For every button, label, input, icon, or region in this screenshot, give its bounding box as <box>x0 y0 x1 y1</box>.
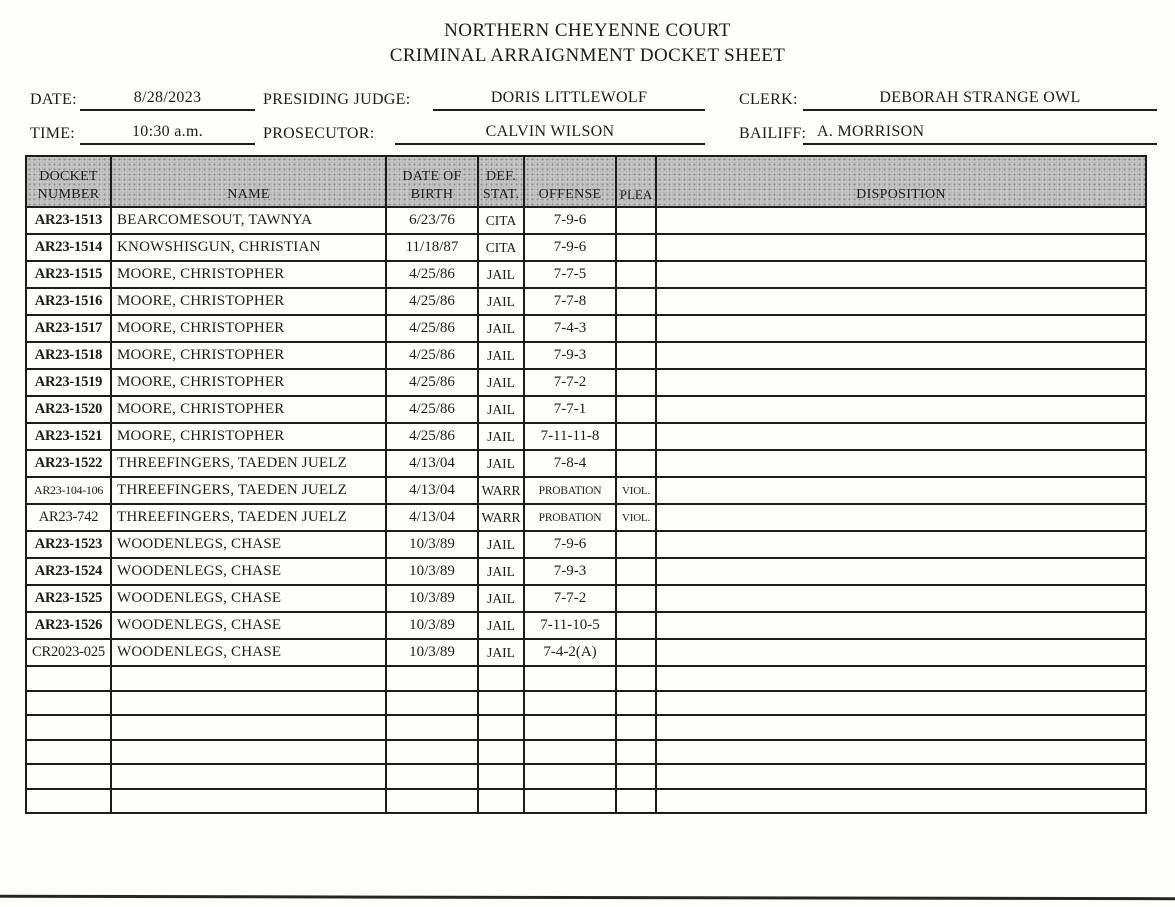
dob-cell: 4/25/86 <box>386 288 478 315</box>
disposition-cell <box>656 396 1146 423</box>
name-cell: THREEFINGERS, TAEDEN JUELZ <box>111 450 386 477</box>
col-header-docket-number: DOCKET NUMBER <box>26 156 111 207</box>
dob-cell <box>386 789 478 814</box>
docket-number-cell: AR23-1516 <box>26 288 111 315</box>
disposition-cell <box>656 477 1146 504</box>
plea-cell <box>616 315 656 342</box>
offense-cell: 7-7-8 <box>524 288 616 315</box>
def-stat-cell: JAIL <box>478 369 524 396</box>
plea-cell <box>616 234 656 261</box>
table-row <box>26 450 1146 477</box>
def-stat-cell: CITA <box>478 207 524 234</box>
plea-cell <box>616 531 656 558</box>
dob-cell <box>386 666 478 691</box>
dob-cell: 4/25/86 <box>386 369 478 396</box>
document-title: CRIMINAL ARRAIGNMENT DOCKET SHEET <box>389 45 786 66</box>
col-header-name: NAME <box>111 156 386 207</box>
disposition-cell <box>656 789 1146 814</box>
docket-number-cell: AR23-1525 <box>26 585 111 612</box>
def-stat-cell: JAIL <box>478 423 524 450</box>
offense-cell: 7-11-11-8 <box>524 423 616 450</box>
col-header-disposition: DISPOSITION <box>656 156 1146 207</box>
date-value: 8/28/2023 <box>80 89 255 111</box>
name-cell <box>111 740 386 765</box>
table-row <box>26 639 1146 666</box>
disposition-cell <box>656 531 1146 558</box>
dob-cell <box>386 691 478 716</box>
def-stat-cell <box>478 666 524 691</box>
offense-cell: 7-9-3 <box>524 342 616 369</box>
name-cell: WOODENLEGS, CHASE <box>111 612 386 639</box>
disposition-cell <box>656 450 1146 477</box>
def-stat-cell: JAIL <box>478 396 524 423</box>
dob-cell: 10/3/89 <box>386 585 478 612</box>
disposition-cell <box>656 715 1146 740</box>
offense-cell: 7-9-6 <box>524 531 616 558</box>
def-stat-cell: JAIL <box>478 585 524 612</box>
def-stat-cell: WARR <box>478 477 524 504</box>
dob-cell: 4/25/86 <box>386 423 478 450</box>
def-stat-cell <box>478 715 524 740</box>
def-stat-cell: JAIL <box>478 639 524 666</box>
name-cell: WOODENLEGS, CHASE <box>111 558 386 585</box>
offense-cell: 7-8-4 <box>524 450 616 477</box>
name-cell: KNOWSHISGUN, CHRISTIAN <box>111 234 386 261</box>
def-stat-cell: CITA <box>478 234 524 261</box>
docket-number-cell: AR23-742 <box>26 504 111 531</box>
bailiff-value: A. MORRISON <box>803 123 1157 145</box>
disposition-cell <box>656 342 1146 369</box>
name-cell: BEARCOMESOUT, TAWNYA <box>111 207 386 234</box>
offense-cell: 7-7-2 <box>524 585 616 612</box>
table-row <box>26 531 1146 558</box>
name-cell: THREEFINGERS, TAEDEN JUELZ <box>111 477 386 504</box>
docket-number-cell: AR23-104-106 <box>26 477 111 504</box>
plea-cell: VIOL. <box>616 504 656 531</box>
plea-cell <box>616 585 656 612</box>
table-row <box>26 261 1146 288</box>
table-row <box>26 423 1146 450</box>
name-cell: MOORE, CHRISTOPHER <box>111 315 386 342</box>
disposition-cell <box>656 639 1146 666</box>
disposition-cell <box>656 612 1146 639</box>
name-cell: MOORE, CHRISTOPHER <box>111 261 386 288</box>
table-row <box>26 234 1146 261</box>
offense-cell: 7-4-2(A) <box>524 639 616 666</box>
col-header-offense: OFFENSE <box>524 156 616 207</box>
plea-cell <box>616 342 656 369</box>
def-stat-cell: JAIL <box>478 612 524 639</box>
dob-cell <box>386 764 478 789</box>
def-stat-cell: JAIL <box>478 531 524 558</box>
offense-cell: 7-9-6 <box>524 207 616 234</box>
offense-cell: PROBATION <box>524 504 616 531</box>
plea-cell <box>616 396 656 423</box>
docket-number-cell <box>26 715 111 740</box>
offense-cell: 7-9-3 <box>524 558 616 585</box>
name-cell: WOODENLEGS, CHASE <box>111 639 386 666</box>
offense-cell <box>524 764 616 789</box>
docket-number-cell: AR23-1519 <box>26 369 111 396</box>
empty-table-row <box>26 691 1146 716</box>
docket-number-cell <box>26 691 111 716</box>
empty-table-row <box>26 740 1146 765</box>
def-stat-cell: JAIL <box>478 288 524 315</box>
header-row-2 <box>30 118 1157 145</box>
plea-cell <box>616 740 656 765</box>
plea-cell <box>616 666 656 691</box>
table-row <box>26 396 1146 423</box>
plea-cell <box>616 558 656 585</box>
dob-cell: 4/25/86 <box>386 261 478 288</box>
dob-cell: 4/13/04 <box>386 504 478 531</box>
offense-cell <box>524 789 616 814</box>
table-row <box>26 315 1146 342</box>
disposition-cell <box>656 207 1146 234</box>
dob-cell: 11/18/87 <box>386 234 478 261</box>
table-row <box>26 585 1146 612</box>
disposition-cell <box>656 423 1146 450</box>
time-label: TIME: <box>30 125 76 142</box>
name-cell: THREEFINGERS, TAEDEN JUELZ <box>111 504 386 531</box>
prosecutor-label: PROSECUTOR: <box>263 125 375 142</box>
plea-cell <box>616 423 656 450</box>
offense-cell: 7-11-10-5 <box>524 612 616 639</box>
name-cell <box>111 764 386 789</box>
name-cell: WOODENLEGS, CHASE <box>111 531 386 558</box>
docket-table <box>25 155 1147 814</box>
def-stat-cell <box>478 691 524 716</box>
bailiff-label: BAILIFF: <box>739 125 807 142</box>
docket-number-cell: AR23-1513 <box>26 207 111 234</box>
table-row <box>26 288 1146 315</box>
empty-table-row <box>26 789 1146 814</box>
empty-table-row <box>26 666 1146 691</box>
docket-number-cell: AR23-1518 <box>26 342 111 369</box>
docket-number-cell: AR23-1523 <box>26 531 111 558</box>
disposition-cell <box>656 558 1146 585</box>
name-cell: MOORE, CHRISTOPHER <box>111 288 386 315</box>
offense-cell: 7-7-1 <box>524 396 616 423</box>
docket-number-cell <box>26 789 111 814</box>
name-cell <box>111 789 386 814</box>
docket-number-cell <box>26 666 111 691</box>
plea-cell <box>616 612 656 639</box>
disposition-cell <box>656 315 1146 342</box>
dob-cell: 4/13/04 <box>386 477 478 504</box>
empty-table-row <box>26 715 1146 740</box>
plea-cell <box>616 764 656 789</box>
presiding-judge-label: PRESIDING JUDGE: <box>263 91 411 108</box>
docket-number-cell: CR2023-025 <box>26 639 111 666</box>
plea-cell <box>616 715 656 740</box>
offense-cell: 7-7-2 <box>524 369 616 396</box>
header-fields <box>30 84 1157 152</box>
offense-cell <box>524 740 616 765</box>
docket-table-header <box>26 156 1146 207</box>
disposition-cell <box>656 234 1146 261</box>
plea-cell <box>616 207 656 234</box>
def-stat-cell: JAIL <box>478 315 524 342</box>
col-header-plea: PLEA <box>616 156 656 207</box>
date-label: DATE: <box>30 91 77 108</box>
col-header-date-of-birth: DATE OF BIRTH <box>386 156 478 207</box>
def-stat-cell: JAIL <box>478 558 524 585</box>
docket-number-cell: AR23-1526 <box>26 612 111 639</box>
table-row <box>26 477 1146 504</box>
disposition-cell <box>656 261 1146 288</box>
disposition-cell <box>656 740 1146 765</box>
plea-cell <box>616 369 656 396</box>
name-cell: WOODENLEGS, CHASE <box>111 585 386 612</box>
dob-cell: 10/3/89 <box>386 639 478 666</box>
dob-cell: 4/25/86 <box>386 342 478 369</box>
docket-number-cell: AR23-1514 <box>26 234 111 261</box>
plea-cell <box>616 639 656 666</box>
name-cell <box>111 666 386 691</box>
col-header-def-stat: DEF. STAT. <box>478 156 524 207</box>
header-row-1 <box>30 84 1157 111</box>
dob-cell <box>386 715 478 740</box>
clerk-value: DEBORAH STRANGE OWL <box>803 89 1157 111</box>
disposition-cell <box>656 764 1146 789</box>
prosecutor-value: CALVIN WILSON <box>395 123 705 145</box>
docket-number-cell <box>26 764 111 789</box>
time-value: 10:30 a.m. <box>80 123 255 145</box>
name-cell: MOORE, CHRISTOPHER <box>111 369 386 396</box>
docket-number-cell: AR23-1524 <box>26 558 111 585</box>
offense-cell <box>524 715 616 740</box>
scan-artifact-line <box>0 895 1175 900</box>
dob-cell: 4/25/86 <box>386 396 478 423</box>
docket-number-cell: AR23-1517 <box>26 315 111 342</box>
table-row <box>26 558 1146 585</box>
def-stat-cell <box>478 764 524 789</box>
dob-cell: 4/25/86 <box>386 315 478 342</box>
docket-number-cell: AR23-1521 <box>26 423 111 450</box>
docket-number-cell: AR23-1515 <box>26 261 111 288</box>
disposition-cell <box>656 666 1146 691</box>
plea-cell <box>616 450 656 477</box>
offense-cell: 7-9-6 <box>524 234 616 261</box>
docket-number-cell: AR23-1522 <box>26 450 111 477</box>
table-row <box>26 207 1146 234</box>
offense-cell: PROBATION <box>524 477 616 504</box>
presiding-judge-value: DORIS LITTLEWOLF <box>433 89 705 111</box>
offense-cell <box>524 666 616 691</box>
def-stat-cell: WARR <box>478 504 524 531</box>
clerk-label: CLERK: <box>739 91 798 108</box>
dob-cell: 4/13/04 <box>386 450 478 477</box>
court-title: NORTHERN CHEYENNE COURT <box>444 20 731 41</box>
offense-cell <box>524 691 616 716</box>
table-row <box>26 369 1146 396</box>
def-stat-cell: JAIL <box>478 261 524 288</box>
plea-cell <box>616 691 656 716</box>
disposition-cell <box>656 288 1146 315</box>
disposition-cell <box>656 585 1146 612</box>
table-row <box>26 504 1146 531</box>
def-stat-cell: JAIL <box>478 450 524 477</box>
def-stat-cell <box>478 789 524 814</box>
plea-cell <box>616 789 656 814</box>
offense-cell: 7-4-3 <box>524 315 616 342</box>
dob-cell: 10/3/89 <box>386 531 478 558</box>
name-cell: MOORE, CHRISTOPHER <box>111 342 386 369</box>
disposition-cell <box>656 504 1146 531</box>
dob-cell: 10/3/89 <box>386 612 478 639</box>
plea-cell <box>616 288 656 315</box>
table-row <box>26 612 1146 639</box>
docket-number-cell: AR23-1520 <box>26 396 111 423</box>
plea-cell: VIOL. <box>616 477 656 504</box>
dob-cell: 10/3/89 <box>386 558 478 585</box>
empty-table-row <box>26 764 1146 789</box>
table-row <box>26 342 1146 369</box>
name-cell: MOORE, CHRISTOPHER <box>111 423 386 450</box>
name-cell <box>111 715 386 740</box>
disposition-cell <box>656 369 1146 396</box>
name-cell <box>111 691 386 716</box>
def-stat-cell: JAIL <box>478 342 524 369</box>
name-cell: MOORE, CHRISTOPHER <box>111 396 386 423</box>
def-stat-cell <box>478 740 524 765</box>
disposition-cell <box>656 691 1146 716</box>
docket-number-cell <box>26 740 111 765</box>
dob-cell <box>386 740 478 765</box>
dob-cell: 6/23/76 <box>386 207 478 234</box>
plea-cell <box>616 261 656 288</box>
docket-table-body <box>26 207 1146 813</box>
offense-cell: 7-7-5 <box>524 261 616 288</box>
